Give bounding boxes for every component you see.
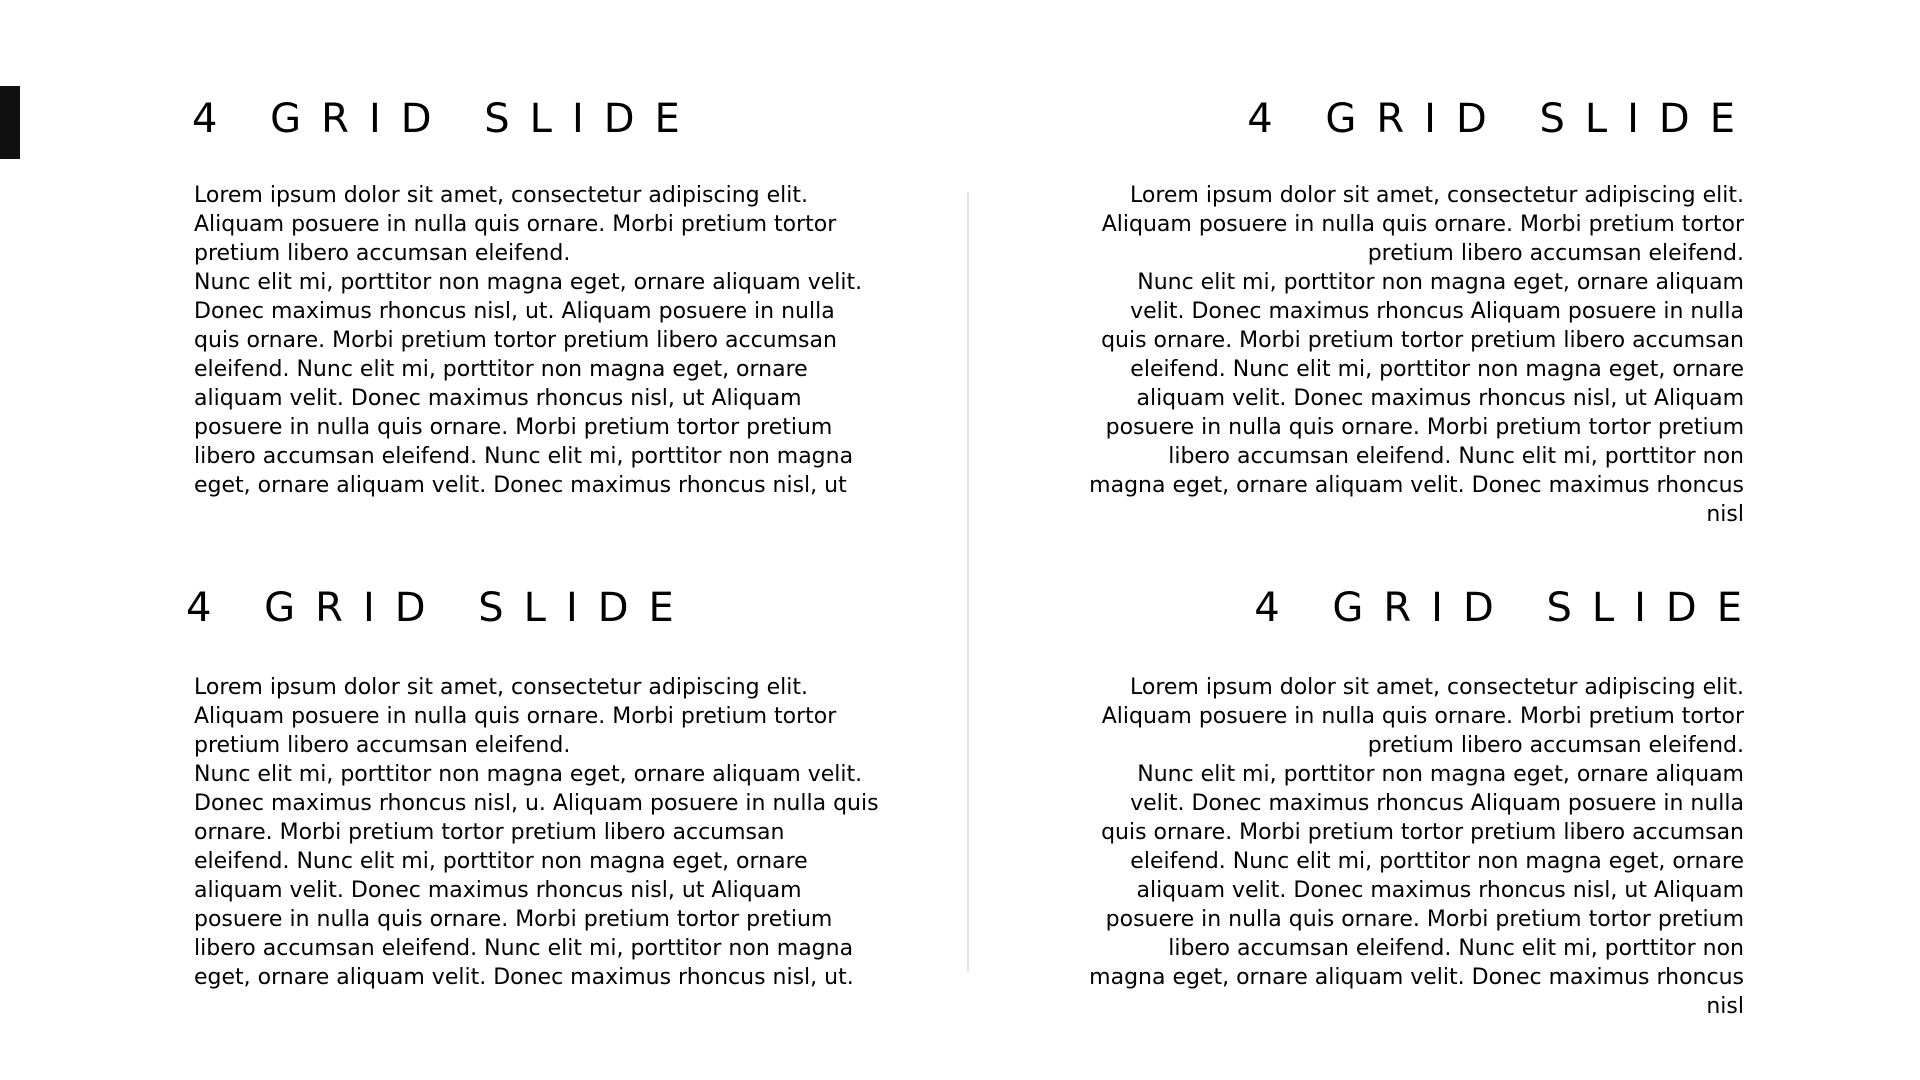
- bottom-right-body: Lorem ipsum dolor sit amet, consectetur adipiscing elit. Aliquam posuere in nulla quis ornare. Morbi pretium tortor pretium libero accumsan eleifend. Nunc elit mi, porttitor non magna eget, ornare aliquam velit. Donec maximus rhoncus Aliquam posuere in nulla quis ornare. Morbi pretium tortor pretium libero accumsan eleifend. Nunc elit mi, porttitor non magna eget, ornare aliquam velit. Donec maximus rhoncus nisl, ut Aliquam posuere in nulla quis ornare. Morbi pretium tortor pretium libero accumsan eleifend. Nunc elit mi, porttitor non magna eget, ornare aliquam velit. Donec maximus rhoncus nisl: [1089, 675, 1744, 1019]
- top-right-body: Lorem ipsum dolor sit amet, consectetur adipiscing elit. Aliquam posuere in nulla quis ornare. Morbi pretium tortor pretium libero accumsan eleifend. Nunc elit mi, porttitor non magna eget, ornare aliquam velit. Donec maximus rhoncus Aliquam posuere in nulla quis ornare. Morbi pretium tortor pretium libero accumsan eleifend. Nunc elit mi, porttitor non magna eget, ornare aliquam velit. Donec maximus rhoncus nisl, ut Aliquam posuere in nulla quis ornare. Morbi pretium tortor pretium libero accumsan eleifend. Nunc elit mi, porttitor non magna eget, ornare aliquam velit. Donec maximus rhoncus nisl: [1089, 183, 1744, 527]
- top-left-title: 4 GRID SLIDE: [192, 96, 700, 142]
- top-right-title: 4 GRID SLIDE: [1247, 96, 1755, 142]
- bottom-left-body: Lorem ipsum dolor sit amet, consectetur adipiscing elit. Aliquam posuere in nulla quis ornare. Morbi pretium tortor pretium libero accumsan eleifend. Nunc elit mi, porttitor non magna eget, ornare aliquam velit. Donec maximus rhoncus nisl, u. Aliquam posuere in nulla quis ornare. Morbi pretium tortor pretium libero accumsan eleifend. Nunc elit mi, porttitor non magna eget, ornare aliquam velit. Donec maximus rhoncus nisl, ut Aliquam posuere in nulla quis ornare. Morbi pretium tortor pretium libero accumsan eleifend. Nunc elit mi, porttitor non magna eget, ornare aliquam velit. Donec maximus rhoncus nisl, ut.: [194, 675, 879, 990]
- bottom-left-title: 4 GRID SLIDE: [186, 585, 694, 631]
- accent-bar: [0, 86, 20, 159]
- bottom-right-title: 4 GRID SLIDE: [1254, 585, 1762, 631]
- top-left-body: Lorem ipsum dolor sit amet, consectetur adipiscing elit. Aliquam posuere in nulla quis ornare. Morbi pretium tortor pretium libero accumsan eleifend. Nunc elit mi, porttitor non magna eget, ornare aliquam velit. Donec maximus rhoncus nisl, ut. Aliquam posuere in nulla quis ornare. Morbi pretium tortor pretium libero accumsan eleifend. Nunc elit mi, porttitor non magna eget, ornare aliquam velit. Donec maximus rhoncus nisl, ut Aliquam posuere in nulla quis ornare. Morbi pretium tortor pretium libero accumsan eleifend. Nunc elit mi, porttitor non magna eget, ornare aliquam velit. Donec maximus rhoncus nisl, ut: [194, 183, 863, 498]
- vertical-divider: [967, 192, 969, 972]
